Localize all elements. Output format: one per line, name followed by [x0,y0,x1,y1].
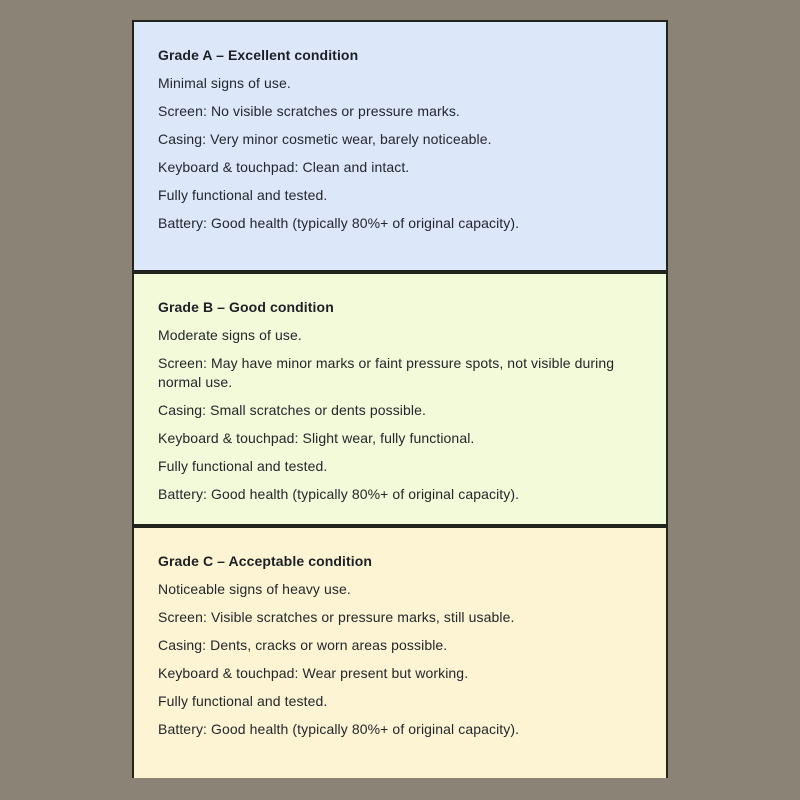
grade-b-line: Keyboard & touchpad: Slight wear, fully functional. [158,430,475,446]
grade-a-line: Casing: Very minor cosmetic wear, barely noticeable. [158,131,492,147]
grade-a-line: Screen: No visible scratches or pressure marks. [158,103,460,119]
grade-a-line: Minimal signs of use. [158,75,291,91]
grade-c-section [132,526,668,778]
grade-b-line: Battery: Good health (typically 80%+ of original capacity). [158,486,520,502]
grade-a-line: Battery: Good health (typically 80%+ of original capacity). [158,215,520,231]
grade-c-line: Fully functional and tested. [158,693,328,709]
grade-c-line: Screen: Visible scratches or pressure marks, still usable. [158,609,515,625]
grade-c-line: Battery: Good health (typically 80%+ of original capacity). [158,721,520,737]
grade-a-section [132,20,668,272]
grade-b-title: Grade B – Good condition [158,299,334,315]
grading-panel [132,20,668,778]
grade-a-title: Grade A – Excellent condition [158,47,359,63]
grade-c-line: Casing: Dents, cracks or worn areas possible. [158,637,448,653]
grade-b-line: Screen: May have minor marks or faint pressure spots, not visible during normal use. [158,355,615,390]
grade-a-line: Keyboard & touchpad: Clean and intact. [158,159,410,175]
grade-c-title: Grade C – Acceptable condition [158,553,373,569]
grade-a-line: Fully functional and tested. [158,187,328,203]
grade-c-line: Keyboard & touchpad: Wear present but working. [158,665,469,681]
grade-b-line: Casing: Small scratches or dents possible. [158,402,426,418]
grade-b-line: Moderate signs of use. [158,327,302,343]
grade-b-line: Fully functional and tested. [158,458,328,474]
grade-b-section [132,272,668,526]
grade-c-line: Noticeable signs of heavy use. [158,581,351,597]
